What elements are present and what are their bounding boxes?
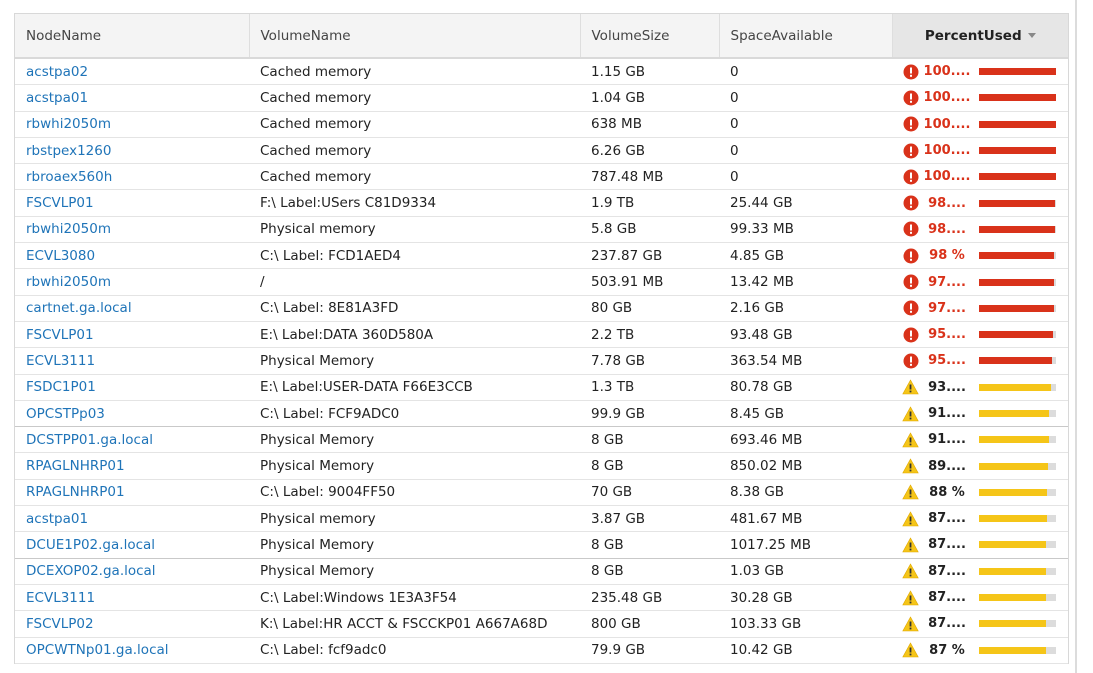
warning-triangle-icon: [902, 642, 919, 659]
cell-spaceavailable: 8.45 GB: [719, 400, 892, 426]
cell-percentused: [892, 164, 1068, 190]
cell-volumesize: 8 GB: [580, 558, 719, 584]
cell-spaceavailable: 25.44 GB: [719, 190, 892, 216]
cell-percentused: [892, 506, 1068, 532]
usage-bar: [979, 463, 1056, 470]
volume-usage-grid: [14, 13, 1069, 664]
node-link[interactable]: rbwhi2050m: [26, 221, 111, 238]
cell-percentused: [892, 216, 1068, 242]
usage-bar-fill: [979, 568, 1046, 575]
critical-alert-icon: [902, 221, 919, 238]
node-link[interactable]: rbwhi2050m: [26, 274, 111, 291]
usage-bar: [979, 331, 1056, 338]
cell-percentused: [892, 243, 1068, 269]
cell-nodename: [15, 506, 249, 532]
table-row[interactable]: [15, 637, 1068, 663]
usage-bar: [979, 410, 1056, 417]
cell-nodename: [15, 348, 249, 374]
table-row[interactable]: [15, 295, 1068, 321]
cell-volumesize: 235.48 GB: [580, 584, 719, 610]
table-row[interactable]: [15, 506, 1068, 532]
cell-spaceavailable: 99.33 MB: [719, 216, 892, 242]
percent-used-value: 95....: [928, 353, 966, 369]
cell-nodename: [15, 216, 249, 242]
usage-bar: [979, 121, 1056, 128]
header-row: [15, 14, 1068, 58]
node-link[interactable]: ECVL3080: [26, 247, 96, 264]
node-link[interactable]: FSCVLP01: [26, 195, 94, 212]
percent-used-value: 88 %: [929, 484, 965, 500]
percent-used-value: 87....: [928, 616, 966, 632]
cell-percentused: [892, 190, 1068, 216]
cell-nodename: [15, 243, 249, 269]
usage-bar: [979, 647, 1056, 654]
usage-bar: [979, 147, 1056, 154]
cell-volumesize: 800 GB: [580, 611, 719, 637]
usage-bar-fill: [979, 647, 1046, 654]
node-link[interactable]: FSCVLP02: [26, 615, 94, 632]
cell-percentused: [892, 400, 1068, 426]
percent-used-value: 91....: [928, 432, 966, 448]
critical-alert-icon: [902, 326, 919, 343]
cell-spaceavailable: 80.78 GB: [719, 374, 892, 400]
table-row[interactable]: [15, 348, 1068, 374]
cell-percentused: [892, 584, 1068, 610]
table-row[interactable]: [15, 137, 1068, 163]
cell-spaceavailable: 363.54 MB: [719, 348, 892, 374]
usage-bar-fill: [979, 173, 1056, 180]
cell-volumesize: 8 GB: [580, 453, 719, 479]
warning-triangle-icon: [902, 510, 919, 527]
column-header-percentused[interactable]: PercentUsed: [892, 14, 1068, 58]
usage-bar: [979, 200, 1056, 207]
warning-triangle-icon: [902, 431, 919, 448]
percent-used-value: 97....: [928, 300, 966, 316]
cell-spaceavailable: 30.28 GB: [719, 584, 892, 610]
cell-volumesize: 787.48 MB: [580, 164, 719, 190]
cell-volumename: Physical Memory: [249, 532, 580, 558]
percent-used-value: 100....: [923, 116, 971, 132]
critical-alert-icon: [902, 195, 919, 212]
cell-nodename: [15, 400, 249, 426]
percent-used-value: 87....: [928, 511, 966, 527]
percent-used-value: 100....: [923, 90, 971, 106]
cell-volumesize: 503.91 MB: [580, 269, 719, 295]
table-row[interactable]: [15, 479, 1068, 505]
usage-bar: [979, 384, 1056, 391]
percent-used-value: 87....: [928, 563, 966, 579]
table-row[interactable]: [15, 427, 1068, 453]
usage-bar: [979, 568, 1056, 575]
cell-volumename: Physical memory: [249, 216, 580, 242]
usage-bar: [979, 252, 1056, 259]
cell-nodename: [15, 111, 249, 137]
critical-alert-icon: [902, 247, 919, 264]
cell-spaceavailable: 0: [719, 85, 892, 111]
critical-alert-icon: [902, 89, 919, 106]
table-row[interactable]: [15, 558, 1068, 584]
cell-volumesize: 1.9 TB: [580, 190, 719, 216]
cell-percentused: [892, 427, 1068, 453]
percent-used-value: 100....: [923, 169, 971, 185]
table-row[interactable]: [15, 374, 1068, 400]
critical-alert-icon: [902, 168, 919, 185]
cell-percentused: [892, 453, 1068, 479]
usage-bar-fill: [979, 68, 1056, 75]
usage-bar: [979, 305, 1056, 312]
usage-bar-fill: [979, 226, 1055, 233]
cell-volumesize: 3.87 GB: [580, 506, 719, 532]
usage-bar: [979, 620, 1056, 627]
cell-spaceavailable: 481.67 MB: [719, 506, 892, 532]
cell-percentused: [892, 111, 1068, 137]
warning-triangle-icon: [902, 405, 919, 422]
table-row[interactable]: [15, 400, 1068, 426]
usage-bar-fill: [979, 252, 1054, 259]
critical-alert-icon: [902, 142, 919, 159]
usage-bar-fill: [979, 410, 1049, 417]
cell-volumesize: 237.87 GB: [580, 243, 719, 269]
table-row[interactable]: [15, 269, 1068, 295]
critical-alert-icon: [902, 352, 919, 369]
percent-used-value: 98....: [928, 195, 966, 211]
warning-triangle-icon: [902, 458, 919, 475]
node-link[interactable]: FSDC1P01: [26, 379, 96, 396]
usage-bar-fill: [979, 463, 1048, 470]
cell-nodename: [15, 58, 249, 85]
percent-used-value: 87....: [928, 537, 966, 553]
column-header-nodename[interactable]: NodeName: [15, 14, 249, 58]
cell-volumesize: 70 GB: [580, 479, 719, 505]
usage-bar-fill: [979, 384, 1051, 391]
usage-bar: [979, 594, 1056, 601]
cell-volumename: /: [249, 269, 580, 295]
cell-nodename: [15, 85, 249, 111]
cell-percentused: [892, 479, 1068, 505]
usage-bar: [979, 489, 1056, 496]
cell-percentused: [892, 58, 1068, 85]
node-link[interactable]: DCEXOP02.ga.local: [26, 563, 156, 580]
cell-volumename: C:\ Label: FCD1AED4: [249, 243, 580, 269]
critical-alert-icon: [902, 274, 919, 291]
table-row[interactable]: [15, 190, 1068, 216]
cell-nodename: [15, 637, 249, 663]
usage-bar: [979, 68, 1056, 75]
percent-used-value: 89....: [928, 458, 966, 474]
cell-spaceavailable: 10.42 GB: [719, 637, 892, 663]
column-header-volumesize[interactable]: VolumeSize: [580, 14, 719, 58]
cell-volumename: K:\ Label:HR ACCT & FSCCKP01 A667A68D: [249, 611, 580, 637]
cell-volumename: C:\ Label: 8E81A3FD: [249, 295, 580, 321]
cell-volumesize: 2.2 TB: [580, 321, 719, 347]
cell-volumename: C:\ Label: FCF9ADC0: [249, 400, 580, 426]
cell-percentused: [892, 637, 1068, 663]
cell-volumesize: 5.8 GB: [580, 216, 719, 242]
column-header-spaceavailable[interactable]: SpaceAvailable: [719, 14, 892, 58]
usage-bar-fill: [979, 515, 1047, 522]
cell-spaceavailable: 0: [719, 111, 892, 137]
percent-used-value: 93....: [928, 379, 966, 395]
node-link[interactable]: cartnet.ga.local: [26, 300, 132, 317]
table-row[interactable]: [15, 58, 1068, 85]
usage-bar: [979, 279, 1056, 286]
usage-bar-fill: [979, 94, 1056, 101]
usage-bar-fill: [979, 436, 1049, 443]
usage-bar-fill: [979, 331, 1053, 338]
cell-spaceavailable: 0: [719, 164, 892, 190]
percent-used-value: 98 %: [929, 248, 965, 264]
cell-volumesize: 79.9 GB: [580, 637, 719, 663]
cell-volumename: Cached memory: [249, 111, 580, 137]
usage-bar-fill: [979, 279, 1054, 286]
warning-triangle-icon: [902, 589, 919, 606]
node-link[interactable]: ECVL3111: [26, 589, 96, 606]
column-header-volumename[interactable]: VolumeName: [249, 14, 580, 58]
cell-volumename: Cached memory: [249, 85, 580, 111]
cell-nodename: [15, 558, 249, 584]
usage-bar-fill: [979, 489, 1047, 496]
cell-volumename: Cached memory: [249, 164, 580, 190]
cell-volumename: Physical Memory: [249, 558, 580, 584]
table-row[interactable]: [15, 111, 1068, 137]
node-link[interactable]: acstpa01: [26, 89, 89, 106]
cell-percentused: [892, 295, 1068, 321]
warning-triangle-icon: [902, 615, 919, 632]
cell-volumename: F:\ Label:USers C81D9334: [249, 190, 580, 216]
warning-triangle-icon: [902, 379, 919, 396]
warning-triangle-icon: [902, 484, 919, 501]
table-row[interactable]: [15, 453, 1068, 479]
cell-volumesize: 1.15 GB: [580, 58, 719, 85]
cell-percentused: [892, 611, 1068, 637]
cell-volumename: Cached memory: [249, 137, 580, 163]
cell-volumename: E:\ Label:USER-DATA F66E3CCB: [249, 374, 580, 400]
usage-bar-fill: [979, 200, 1055, 207]
node-link[interactable]: RPAGLNHRP01: [26, 484, 125, 501]
percent-used-value: 87....: [928, 590, 966, 606]
usage-bar: [979, 436, 1056, 443]
cell-volumesize: 7.78 GB: [580, 348, 719, 374]
table-row[interactable]: [15, 243, 1068, 269]
panel-border: [1075, 0, 1077, 673]
cell-spaceavailable: 93.48 GB: [719, 321, 892, 347]
node-link[interactable]: ECVL3111: [26, 352, 96, 369]
cell-nodename: [15, 611, 249, 637]
node-link[interactable]: DCSTPP01.ga.local: [26, 431, 153, 448]
cell-nodename: [15, 137, 249, 163]
cell-volumesize: 638 MB: [580, 111, 719, 137]
node-link[interactable]: rbwhi2050m: [26, 116, 111, 133]
cell-volumesize: 1.3 TB: [580, 374, 719, 400]
percent-used-value: 100....: [923, 64, 971, 80]
percent-used-value: 97....: [928, 274, 966, 290]
node-link[interactable]: RPAGLNHRP01: [26, 458, 125, 475]
cell-spaceavailable: 850.02 MB: [719, 453, 892, 479]
usage-bar-fill: [979, 357, 1052, 364]
usage-bar: [979, 541, 1056, 548]
cell-nodename: [15, 427, 249, 453]
cell-percentused: [892, 269, 1068, 295]
cell-nodename: [15, 321, 249, 347]
cell-percentused: [892, 558, 1068, 584]
table-row[interactable]: [15, 532, 1068, 558]
node-link[interactable]: OPCSTPp03: [26, 405, 105, 422]
cell-volumename: Physical Memory: [249, 348, 580, 374]
node-link[interactable]: rbroaex560h: [26, 168, 113, 185]
usage-bar: [979, 515, 1056, 522]
cell-spaceavailable: 13.42 MB: [719, 269, 892, 295]
usage-bar-fill: [979, 147, 1056, 154]
percent-used-value: 95....: [928, 327, 966, 343]
table-row[interactable]: [15, 611, 1068, 637]
usage-bar: [979, 173, 1056, 180]
percent-used-value: 87 %: [929, 642, 965, 658]
cell-nodename: [15, 190, 249, 216]
usage-bar-fill: [979, 620, 1046, 627]
cell-percentused: [892, 321, 1068, 347]
cell-volumename: C:\ Label: fcf9adc0: [249, 637, 580, 663]
table-row[interactable]: [15, 584, 1068, 610]
usage-bar-fill: [979, 121, 1056, 128]
node-link[interactable]: acstpa01: [26, 510, 89, 527]
cell-volumename: C:\ Label:Windows 1E3A3F54: [249, 584, 580, 610]
cell-volumesize: 6.26 GB: [580, 137, 719, 163]
cell-volumename: E:\ Label:DATA 360D580A: [249, 321, 580, 347]
table-row[interactable]: [15, 85, 1068, 111]
cell-nodename: [15, 453, 249, 479]
cell-spaceavailable: 2.16 GB: [719, 295, 892, 321]
cell-volumesize: 80 GB: [580, 295, 719, 321]
volume-table: [15, 14, 1068, 664]
cell-percentused: [892, 85, 1068, 111]
cell-volumesize: 1.04 GB: [580, 85, 719, 111]
cell-percentused: [892, 374, 1068, 400]
cell-nodename: [15, 479, 249, 505]
node-link[interactable]: OPCWTNp01.ga.local: [26, 642, 169, 659]
cell-percentused: [892, 137, 1068, 163]
usage-bar-fill: [979, 541, 1046, 548]
warning-triangle-icon: [902, 536, 919, 553]
cell-volumename: C:\ Label: 9004FF50: [249, 479, 580, 505]
node-link[interactable]: acstpa02: [26, 63, 89, 80]
node-link[interactable]: FSCVLP01: [26, 326, 94, 343]
critical-alert-icon: [902, 116, 919, 133]
cell-spaceavailable: 0: [719, 58, 892, 85]
cell-spaceavailable: 0: [719, 137, 892, 163]
cell-volumename: Cached memory: [249, 58, 580, 85]
cell-nodename: [15, 374, 249, 400]
cell-spaceavailable: 4.85 GB: [719, 243, 892, 269]
table-row[interactable]: [15, 216, 1068, 242]
cell-volumesize: 8 GB: [580, 427, 719, 453]
warning-triangle-icon: [902, 563, 919, 580]
cell-spaceavailable: 103.33 GB: [719, 611, 892, 637]
percent-used-value: 91....: [928, 406, 966, 421]
cell-volumename: Physical memory: [249, 506, 580, 532]
cell-nodename: [15, 532, 249, 558]
cell-volumename: Physical Memory: [249, 427, 580, 453]
table-row[interactable]: [15, 321, 1068, 347]
cell-spaceavailable: 1.03 GB: [719, 558, 892, 584]
usage-bar: [979, 94, 1056, 101]
usage-bar: [979, 226, 1056, 233]
usage-bar-fill: [979, 305, 1054, 312]
usage-bar: [979, 357, 1056, 364]
cell-spaceavailable: 1017.25 MB: [719, 532, 892, 558]
cell-nodename: [15, 295, 249, 321]
cell-volumesize: 8 GB: [580, 532, 719, 558]
sort-descending-icon: [1028, 33, 1036, 38]
percent-used-value: 100....: [923, 143, 971, 159]
node-link[interactable]: DCUE1P02.ga.local: [26, 536, 156, 553]
critical-alert-icon: [902, 63, 919, 80]
cell-volumename: Physical Memory: [249, 453, 580, 479]
cell-percentused: [892, 348, 1068, 374]
cell-nodename: [15, 269, 249, 295]
critical-alert-icon: [902, 300, 919, 317]
cell-spaceavailable: 693.46 MB: [719, 427, 892, 453]
cell-nodename: [15, 164, 249, 190]
usage-bar-fill: [979, 594, 1046, 601]
cell-percentused: [892, 532, 1068, 558]
node-link[interactable]: rbstpex1260: [26, 142, 112, 159]
cell-nodename: [15, 584, 249, 610]
cell-volumesize: 99.9 GB: [580, 400, 719, 426]
table-row[interactable]: [15, 164, 1068, 190]
percent-used-value: 98....: [928, 221, 966, 237]
cell-spaceavailable: 8.38 GB: [719, 479, 892, 505]
